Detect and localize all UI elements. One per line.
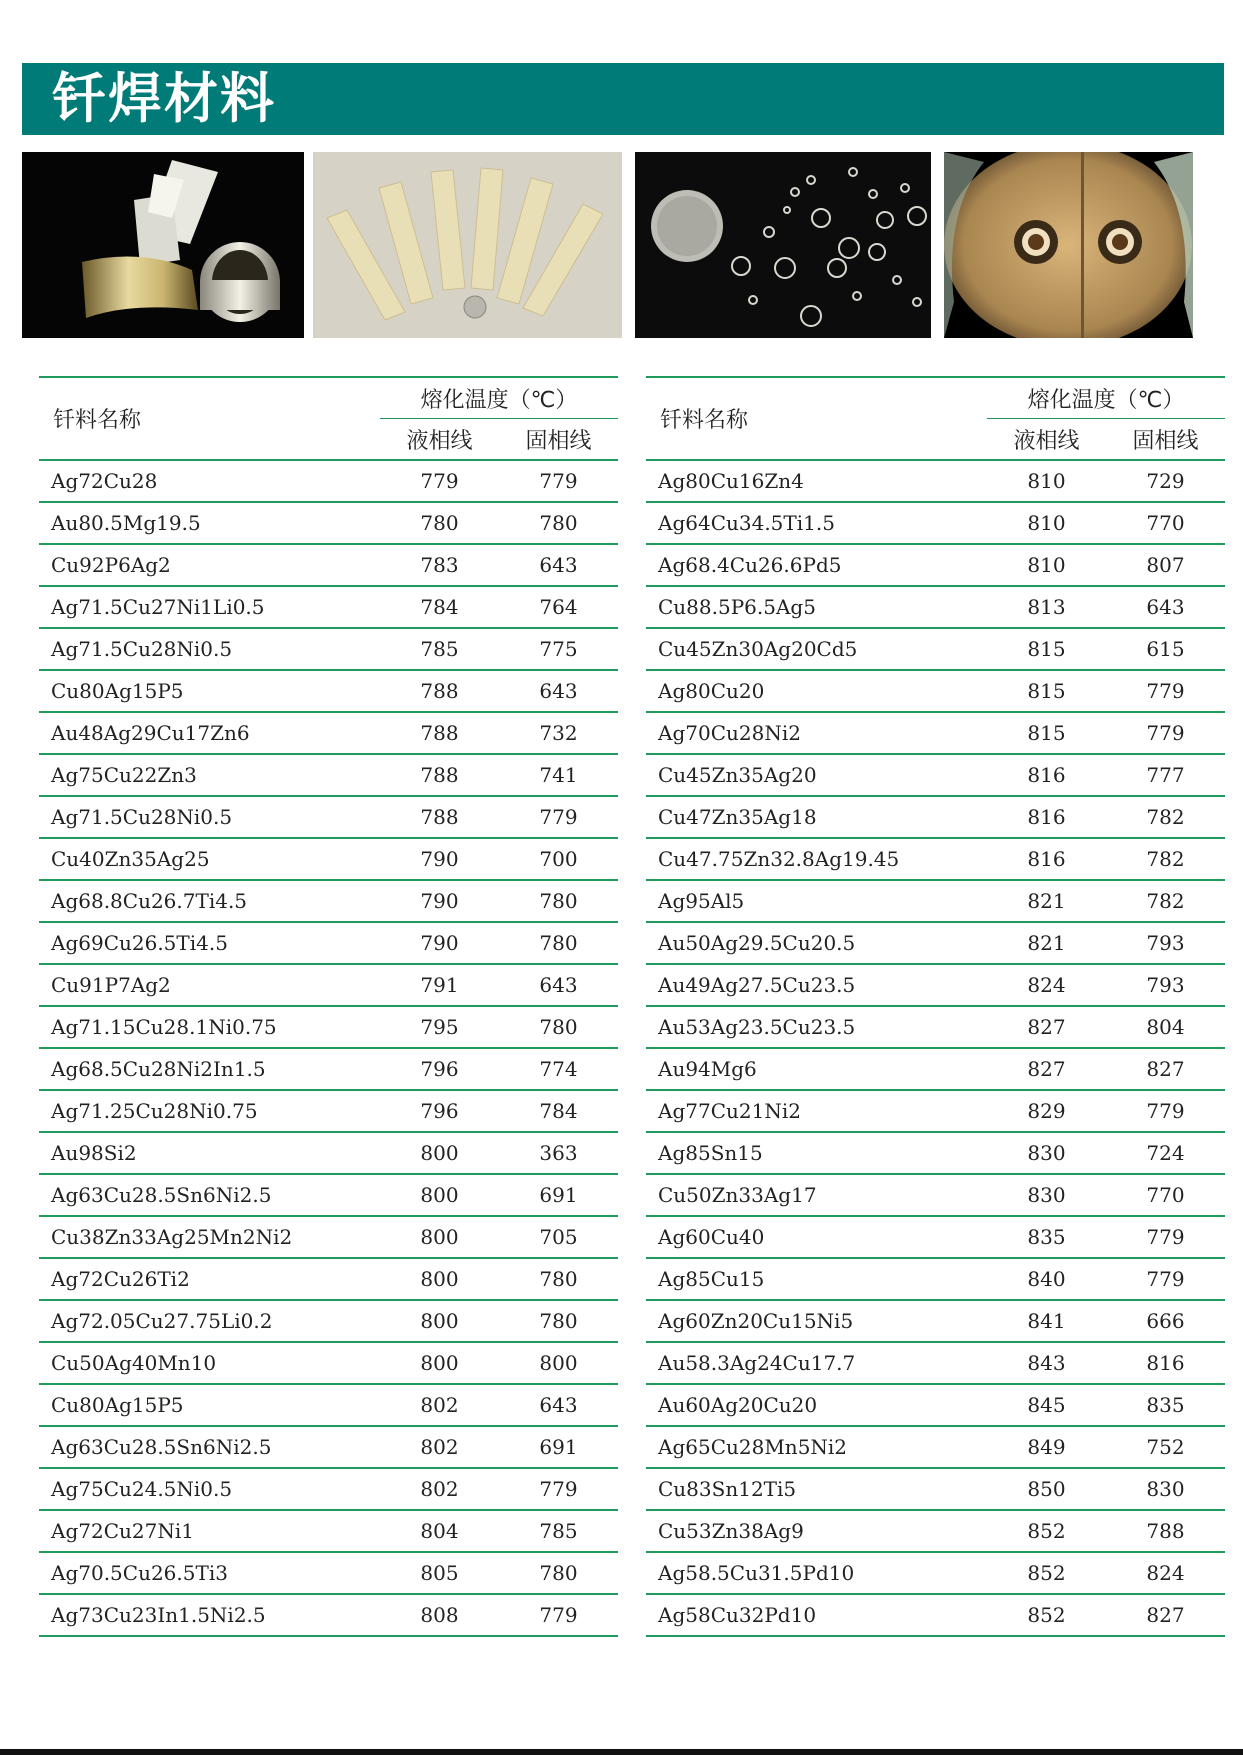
alloy-name-cell: Au50Ag29.5Cu20.5 — [646, 922, 987, 964]
liquidus-cell: 815 — [987, 670, 1106, 712]
preform-strips-with-coin-photo — [313, 152, 622, 338]
alloy-name-cell: Au80.5Mg19.5 — [39, 502, 380, 544]
solidus-cell: 779 — [499, 460, 618, 502]
alloy-name-cell: Cu45Zn30Ag20Cd5 — [646, 628, 987, 670]
liquidus-cell: 800 — [380, 1300, 499, 1342]
liquidus-cell: 816 — [987, 838, 1106, 880]
alloy-name-cell: Ag63Cu28.5Sn6Ni2.5 — [39, 1174, 380, 1216]
brazing-foil-coil-photo — [22, 152, 304, 338]
solidus-cell: 779 — [499, 1594, 618, 1636]
liquidus-cell: 815 — [987, 628, 1106, 670]
alloy-name-cell: Cu47Zn35Ag18 — [646, 796, 987, 838]
liquidus-cell: 790 — [380, 838, 499, 880]
solidus-cell: 782 — [1106, 880, 1225, 922]
table-row — [39, 964, 618, 1006]
table-row — [39, 460, 618, 502]
solidus-cell: 780 — [499, 1552, 618, 1594]
table-row — [646, 796, 1225, 838]
solidus-cell: 691 — [499, 1426, 618, 1468]
table-row — [646, 460, 1225, 502]
solidus-cell: 793 — [1106, 964, 1225, 1006]
liquidus-cell: 796 — [380, 1090, 499, 1132]
liquidus-cell: 829 — [987, 1090, 1106, 1132]
alloy-name-cell: Ag72.05Cu27.75Li0.2 — [39, 1300, 380, 1342]
liquidus-cell: 795 — [380, 1006, 499, 1048]
solidus-cell: 741 — [499, 754, 618, 796]
liquidus-cell: 790 — [380, 880, 499, 922]
solidus-cell: 780 — [499, 1258, 618, 1300]
column-header-melting-temp: 熔化温度（℃） — [380, 377, 618, 419]
liquidus-cell: 788 — [380, 754, 499, 796]
table-row — [39, 1594, 618, 1636]
liquidus-cell: 790 — [380, 922, 499, 964]
solidus-cell: 779 — [499, 796, 618, 838]
alloy-name-cell: Ag71.15Cu28.1Ni0.75 — [39, 1006, 380, 1048]
table-row — [39, 1048, 618, 1090]
alloy-name-cell: Ag70.5Cu26.5Ti3 — [39, 1552, 380, 1594]
alloy-name-cell: Ag65Cu28Mn5Ni2 — [646, 1426, 987, 1468]
liquidus-cell: 830 — [987, 1174, 1106, 1216]
liquidus-cell: 841 — [987, 1300, 1106, 1342]
liquidus-cell: 810 — [987, 544, 1106, 586]
table-row — [646, 838, 1225, 880]
liquidus-cell: 783 — [380, 544, 499, 586]
alloy-name-cell: Ag71.25Cu28Ni0.75 — [39, 1090, 380, 1132]
solidus-cell: 724 — [1106, 1132, 1225, 1174]
solidus-cell: 643 — [499, 544, 618, 586]
table-row — [39, 1174, 618, 1216]
solidus-cell: 782 — [1106, 796, 1225, 838]
liquidus-cell: 840 — [987, 1258, 1106, 1300]
liquidus-cell: 800 — [380, 1132, 499, 1174]
liquidus-cell: 785 — [380, 628, 499, 670]
table-row — [646, 1006, 1225, 1048]
alloy-name-cell: Ag60Cu40 — [646, 1216, 987, 1258]
table-row — [646, 1468, 1225, 1510]
alloy-name-cell: Au58.3Ag24Cu17.7 — [646, 1342, 987, 1384]
table-row — [39, 712, 618, 754]
table-row — [39, 880, 618, 922]
liquidus-cell: 808 — [380, 1594, 499, 1636]
liquidus-cell: 810 — [987, 502, 1106, 544]
table-row — [646, 1342, 1225, 1384]
table-row — [646, 754, 1225, 796]
alloy-name-cell: Au48Ag29Cu17Zn6 — [39, 712, 380, 754]
alloy-name-cell: Ag73Cu23In1.5Ni2.5 — [39, 1594, 380, 1636]
solidus-cell: 780 — [499, 880, 618, 922]
liquidus-cell: 805 — [380, 1552, 499, 1594]
alloy-name-cell: Au94Mg6 — [646, 1048, 987, 1090]
solidus-cell: 643 — [499, 670, 618, 712]
table-row — [39, 1216, 618, 1258]
table-row — [646, 586, 1225, 628]
alloy-name-cell: Cu88.5P6.5Ag5 — [646, 586, 987, 628]
solidus-cell: 816 — [1106, 1342, 1225, 1384]
solidus-cell: 770 — [1106, 1174, 1225, 1216]
solidus-cell: 784 — [499, 1090, 618, 1132]
liquidus-cell: 791 — [380, 964, 499, 1006]
solidus-cell: 827 — [1106, 1048, 1225, 1090]
alloy-name-cell: Ag69Cu26.5Ti4.5 — [39, 922, 380, 964]
solidus-cell: 643 — [499, 964, 618, 1006]
table-row — [646, 502, 1225, 544]
alloy-name-cell: Cu53Zn38Ag9 — [646, 1510, 987, 1552]
table-row — [646, 1090, 1225, 1132]
table-row — [646, 1132, 1225, 1174]
table-row — [39, 1006, 618, 1048]
solidus-cell: 779 — [1106, 712, 1225, 754]
table-row — [39, 628, 618, 670]
alloy-name-cell: Ag72Cu27Ni1 — [39, 1510, 380, 1552]
table-row — [39, 544, 618, 586]
table-row — [646, 922, 1225, 964]
liquidus-cell: 816 — [987, 796, 1106, 838]
solidus-cell: 363 — [499, 1132, 618, 1174]
alloy-name-cell: Cu38Zn33Ag25Mn2Ni2 — [39, 1216, 380, 1258]
liquidus-cell: 784 — [380, 586, 499, 628]
liquidus-cell: 815 — [987, 712, 1106, 754]
liquidus-cell: 796 — [380, 1048, 499, 1090]
solidus-cell: 779 — [499, 1468, 618, 1510]
solidus-cell: 779 — [1106, 670, 1225, 712]
alloy-name-cell: Ag68.5Cu28Ni2In1.5 — [39, 1048, 380, 1090]
table-row — [646, 628, 1225, 670]
liquidus-cell: 816 — [987, 754, 1106, 796]
table-row — [646, 1048, 1225, 1090]
solidus-cell: 770 — [1106, 502, 1225, 544]
table-row — [646, 1552, 1225, 1594]
solidus-cell: 666 — [1106, 1300, 1225, 1342]
liquidus-cell: 788 — [380, 796, 499, 838]
alloy-name-cell: Cu47.75Zn32.8Ag19.45 — [646, 838, 987, 880]
table-row — [39, 796, 618, 838]
solidus-cell: 732 — [499, 712, 618, 754]
alloy-name-cell: Ag64Cu34.5Ti1.5 — [646, 502, 987, 544]
column-header-solidus: 固相线 — [1106, 419, 1225, 461]
solidus-cell: 780 — [499, 1006, 618, 1048]
table-row — [39, 1258, 618, 1300]
alloy-name-cell: Ag95Al5 — [646, 880, 987, 922]
alloy-name-cell: Ag60Zn20Cu15Ni5 — [646, 1300, 987, 1342]
alloy-name-cell: Ag68.8Cu26.7Ti4.5 — [39, 880, 380, 922]
alloy-name-cell: Ag80Cu16Zn4 — [646, 460, 987, 502]
column-header-melting-temp: 熔化温度（℃） — [987, 377, 1225, 419]
alloy-name-cell: Cu40Zn35Ag25 — [39, 838, 380, 880]
alloy-name-cell: Ag72Cu28 — [39, 460, 380, 502]
solidus-cell: 827 — [1106, 1594, 1225, 1636]
liquidus-cell: 852 — [987, 1510, 1106, 1552]
solidus-cell: 807 — [1106, 544, 1225, 586]
alloy-name-cell: Au49Ag27.5Cu23.5 — [646, 964, 987, 1006]
liquidus-cell: 852 — [987, 1552, 1106, 1594]
table-row — [39, 1090, 618, 1132]
solidus-cell: 705 — [499, 1216, 618, 1258]
table-row — [646, 880, 1225, 922]
table-row — [39, 754, 618, 796]
table-row — [646, 1216, 1225, 1258]
solidus-cell: 782 — [1106, 838, 1225, 880]
alloy-name-cell: Cu50Zn33Ag17 — [646, 1174, 987, 1216]
alloy-name-cell: Ag71.5Cu28Ni0.5 — [39, 628, 380, 670]
solidus-cell: 764 — [499, 586, 618, 628]
solidus-cell: 691 — [499, 1174, 618, 1216]
brazing-alloy-table-right — [646, 376, 1225, 1637]
alloy-name-cell: Ag71.5Cu28Ni0.5 — [39, 796, 380, 838]
liquidus-cell: 852 — [987, 1594, 1106, 1636]
alloy-name-cell: Ag58Cu32Pd10 — [646, 1594, 987, 1636]
table-row — [646, 1594, 1225, 1636]
alloy-name-cell: Ag80Cu20 — [646, 670, 987, 712]
table-row — [39, 1510, 618, 1552]
liquidus-cell: 845 — [987, 1384, 1106, 1426]
alloy-name-cell: Ag70Cu28Ni2 — [646, 712, 987, 754]
alloy-name-cell: Ag75Cu22Zn3 — [39, 754, 380, 796]
liquidus-cell: 850 — [987, 1468, 1106, 1510]
brazed-joint-magnified-photo — [944, 152, 1193, 338]
table-row — [39, 1132, 618, 1174]
brazing-rings-with-coin-photo — [635, 152, 931, 338]
liquidus-cell: 821 — [987, 880, 1106, 922]
table-row — [39, 838, 618, 880]
liquidus-cell: 780 — [380, 502, 499, 544]
solidus-cell: 800 — [499, 1342, 618, 1384]
solidus-cell: 779 — [1106, 1258, 1225, 1300]
table-row — [646, 1426, 1225, 1468]
table-row — [39, 1552, 618, 1594]
liquidus-cell: 843 — [987, 1342, 1106, 1384]
liquidus-cell: 800 — [380, 1174, 499, 1216]
alloy-name-cell: Cu91P7Ag2 — [39, 964, 380, 1006]
solidus-cell: 780 — [499, 1300, 618, 1342]
table-row — [646, 1384, 1225, 1426]
column-header-solidus: 固相线 — [499, 419, 618, 461]
table-row — [39, 586, 618, 628]
table-row — [39, 1426, 618, 1468]
table-row — [646, 1258, 1225, 1300]
alloy-name-cell: Cu83Sn12Ti5 — [646, 1468, 987, 1510]
column-header-name: 钎料名称 — [646, 377, 987, 460]
alloy-name-cell: Cu80Ag15P5 — [39, 1384, 380, 1426]
liquidus-cell: 788 — [380, 712, 499, 754]
page-bottom-rule — [0, 1749, 1243, 1755]
solidus-cell: 804 — [1106, 1006, 1225, 1048]
liquidus-cell: 804 — [380, 1510, 499, 1552]
solidus-cell: 788 — [1106, 1510, 1225, 1552]
solidus-cell: 700 — [499, 838, 618, 880]
table-row — [646, 1510, 1225, 1552]
table-row — [39, 670, 618, 712]
solidus-cell: 793 — [1106, 922, 1225, 964]
liquidus-cell: 835 — [987, 1216, 1106, 1258]
alloy-name-cell: Cu45Zn35Ag20 — [646, 754, 987, 796]
brazing-alloy-table-left — [39, 376, 618, 1637]
alloy-name-cell: Au98Si2 — [39, 1132, 380, 1174]
liquidus-cell: 810 — [987, 460, 1106, 502]
solidus-cell: 780 — [499, 922, 618, 964]
alloy-name-cell: Ag72Cu26Ti2 — [39, 1258, 380, 1300]
alloy-name-cell: Ag68.4Cu26.6Pd5 — [646, 544, 987, 586]
liquidus-cell: 827 — [987, 1048, 1106, 1090]
alloy-name-cell: Ag77Cu21Ni2 — [646, 1090, 987, 1132]
solidus-cell: 780 — [499, 502, 618, 544]
table-row — [646, 712, 1225, 754]
liquidus-cell: 821 — [987, 922, 1106, 964]
alloy-name-cell: Ag63Cu28.5Sn6Ni2.5 — [39, 1426, 380, 1468]
solidus-cell: 824 — [1106, 1552, 1225, 1594]
solidus-cell: 779 — [1106, 1090, 1225, 1132]
table-row — [39, 922, 618, 964]
liquidus-cell: 800 — [380, 1342, 499, 1384]
alloy-name-cell: Ag58.5Cu31.5Pd10 — [646, 1552, 987, 1594]
liquidus-cell: 824 — [987, 964, 1106, 1006]
alloy-name-cell: Cu92P6Ag2 — [39, 544, 380, 586]
title-banner — [22, 63, 1224, 135]
table-row — [39, 1342, 618, 1384]
liquidus-cell: 788 — [380, 670, 499, 712]
solidus-cell: 775 — [499, 628, 618, 670]
solidus-cell: 643 — [499, 1384, 618, 1426]
solidus-cell: 777 — [1106, 754, 1225, 796]
table-row — [646, 670, 1225, 712]
solidus-cell: 729 — [1106, 460, 1225, 502]
table-row — [646, 964, 1225, 1006]
liquidus-cell: 802 — [380, 1468, 499, 1510]
liquidus-cell: 813 — [987, 586, 1106, 628]
alloy-name-cell: Ag85Cu15 — [646, 1258, 987, 1300]
column-header-liquidus: 液相线 — [380, 419, 499, 461]
liquidus-cell: 800 — [380, 1216, 499, 1258]
table-row — [39, 502, 618, 544]
liquidus-cell: 827 — [987, 1006, 1106, 1048]
alloy-name-cell: Ag75Cu24.5Ni0.5 — [39, 1468, 380, 1510]
solidus-cell: 774 — [499, 1048, 618, 1090]
solidus-cell: 643 — [1106, 586, 1225, 628]
table-row — [646, 544, 1225, 586]
page-title: 钎焊材料 — [52, 67, 276, 130]
solidus-cell: 830 — [1106, 1468, 1225, 1510]
alloy-name-cell: Ag85Sn15 — [646, 1132, 987, 1174]
solidus-cell: 779 — [1106, 1216, 1225, 1258]
liquidus-cell: 779 — [380, 460, 499, 502]
liquidus-cell: 849 — [987, 1426, 1106, 1468]
alloy-name-cell: Au53Ag23.5Cu23.5 — [646, 1006, 987, 1048]
column-header-liquidus: 液相线 — [987, 419, 1106, 461]
solidus-cell: 752 — [1106, 1426, 1225, 1468]
liquidus-cell: 800 — [380, 1258, 499, 1300]
solidus-cell: 785 — [499, 1510, 618, 1552]
alloy-name-cell: Cu50Ag40Mn10 — [39, 1342, 380, 1384]
alloy-name-cell: Ag71.5Cu27Ni1Li0.5 — [39, 586, 380, 628]
table-row — [39, 1384, 618, 1426]
table-row — [646, 1300, 1225, 1342]
solidus-cell: 615 — [1106, 628, 1225, 670]
table-row — [646, 1174, 1225, 1216]
liquidus-cell: 802 — [380, 1384, 499, 1426]
table-row — [39, 1468, 618, 1510]
column-header-name: 钎料名称 — [39, 377, 380, 460]
alloy-name-cell: Au60Ag20Cu20 — [646, 1384, 987, 1426]
liquidus-cell: 802 — [380, 1426, 499, 1468]
solidus-cell: 835 — [1106, 1384, 1225, 1426]
table-row — [39, 1300, 618, 1342]
liquidus-cell: 830 — [987, 1132, 1106, 1174]
alloy-name-cell: Cu80Ag15P5 — [39, 670, 380, 712]
